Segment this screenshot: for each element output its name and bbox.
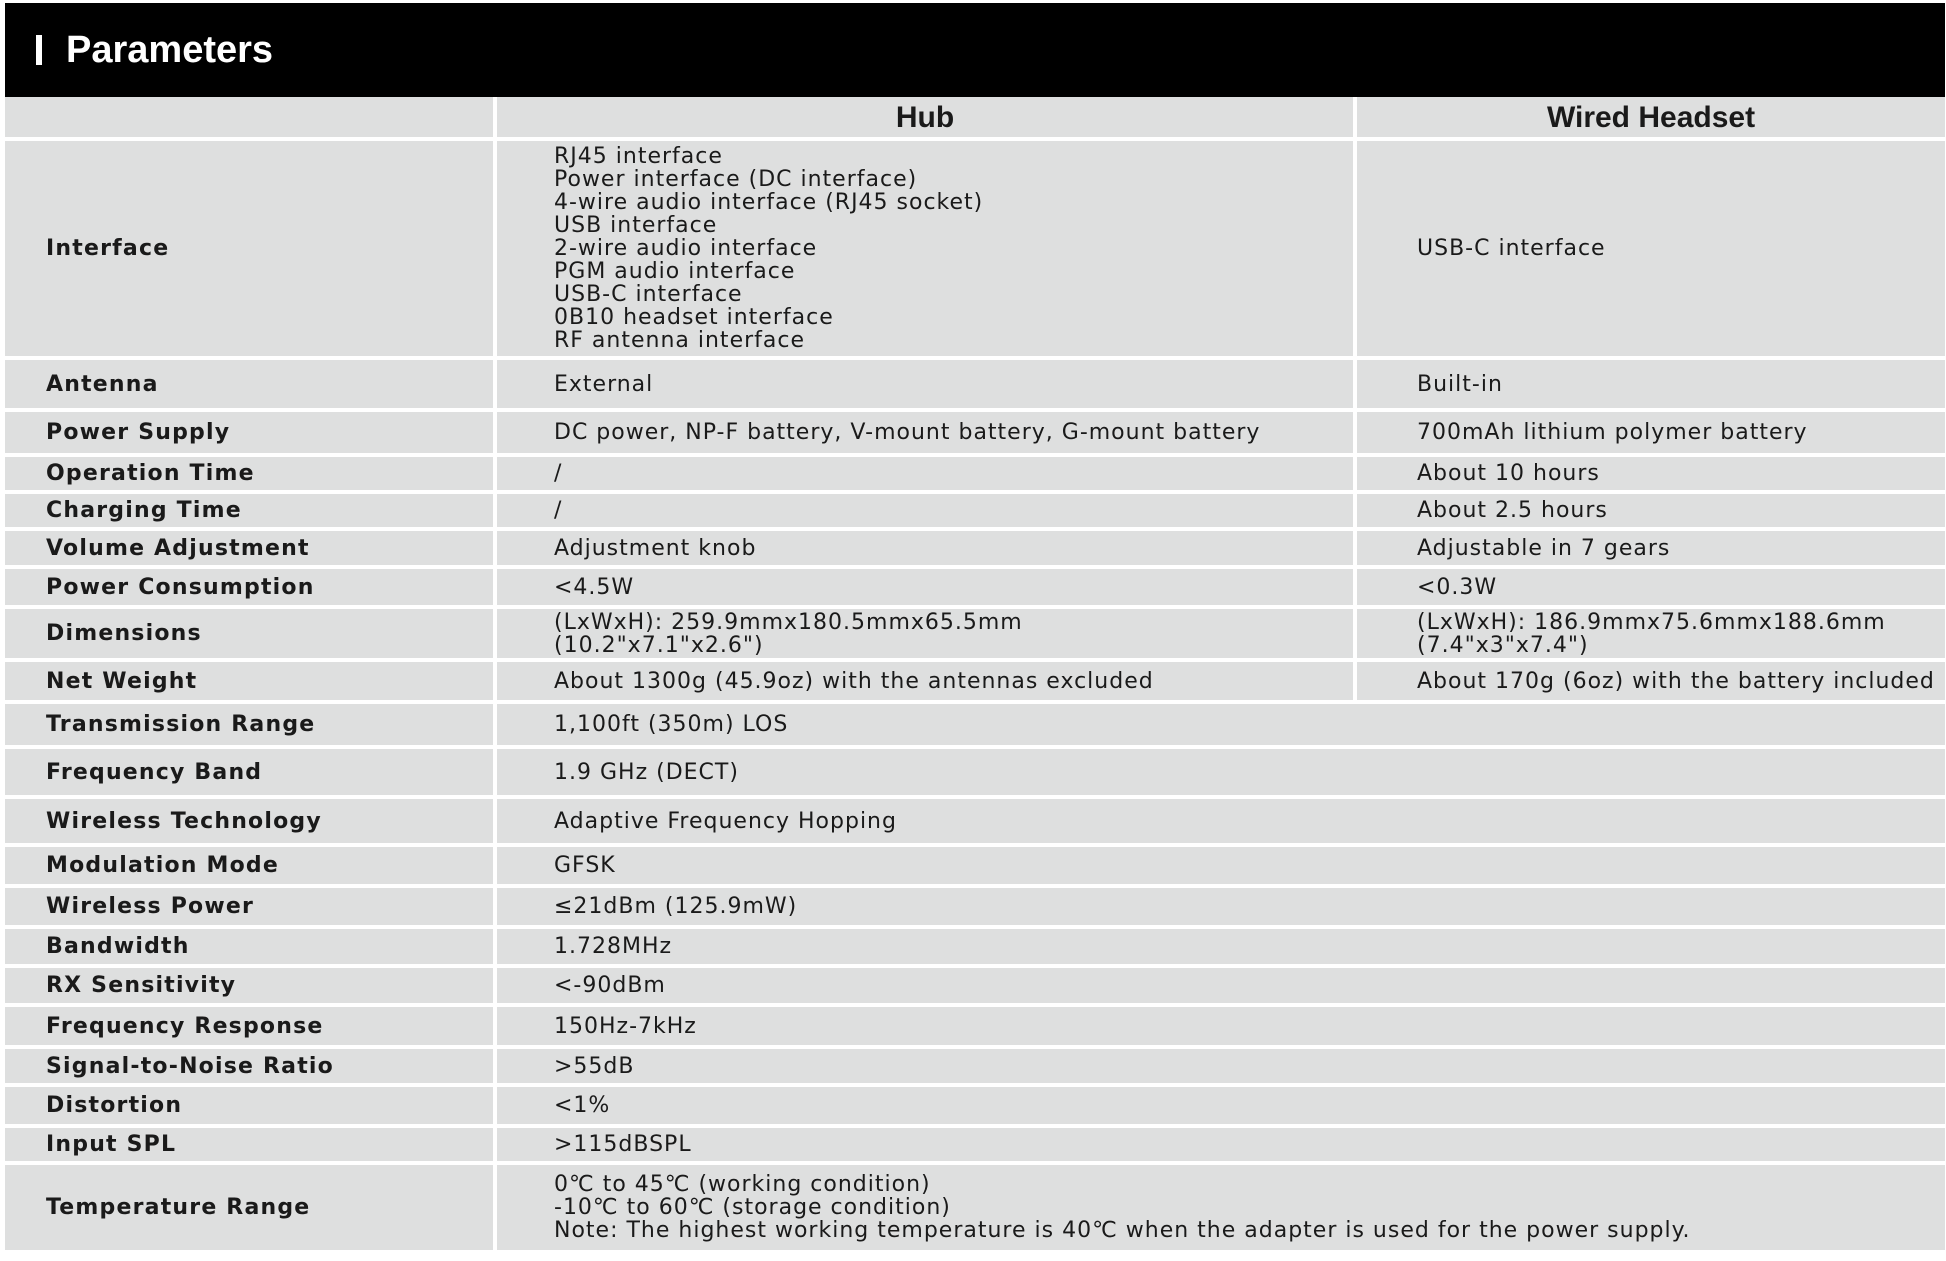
row-label-interface: Interface xyxy=(5,141,493,356)
hub-value-cell xyxy=(493,141,1353,356)
row-label-wireless-power: Wireless Power xyxy=(5,888,493,925)
hub-value-cell-line: About 1300g (45.9oz) with the antennas excluded xyxy=(554,668,1154,694)
hub-value-cell-line: USB interface xyxy=(554,213,718,238)
row-label-signal-to-noise-ratio: Signal-to-Noise Ratio xyxy=(5,1049,493,1083)
shared-value-cell xyxy=(493,799,1945,843)
table-row xyxy=(5,1128,1945,1165)
shared-value-cell-line: GFSK xyxy=(554,853,616,878)
shared-value-cell xyxy=(493,847,1945,884)
headset-value-cell xyxy=(1353,494,1945,527)
table-row xyxy=(5,1165,1945,1254)
hub-value-cell xyxy=(493,360,1353,408)
hub-value-cell-line: Power interface (DC interface) xyxy=(554,167,918,192)
shared-value-cell-line: -10℃ to 60℃ (storage condition) xyxy=(554,1195,951,1220)
shared-value-cell xyxy=(493,888,1945,925)
shared-value-cell-line: 1.728MHz xyxy=(554,934,673,959)
shared-value-cell xyxy=(493,1128,1945,1161)
row-label-frequency-band: Frequency Band xyxy=(5,749,493,795)
hub-value-cell-line: (LxWxH): 259.9mmx180.5mmx65.5mm xyxy=(554,609,1023,635)
row-label-net-weight: Net Weight xyxy=(5,662,493,700)
shared-value-cell-line: <1% xyxy=(554,1093,611,1118)
table-row xyxy=(5,704,1945,749)
headset-value-cell-line: 700mAh lithium polymer battery xyxy=(1417,420,1808,445)
page-header xyxy=(5,3,1945,97)
headset-value-cell-line: <0.3W xyxy=(1417,574,1498,600)
hub-value-cell-line: USB-C interface xyxy=(554,282,743,307)
hub-value-cell-line: Adjustment knob xyxy=(554,535,757,561)
hub-value-cell-line: PGM audio interface xyxy=(554,259,796,284)
headset-value-cell-line: Built-in xyxy=(1417,371,1503,397)
table-row xyxy=(5,1049,1945,1087)
column-header-spec xyxy=(5,97,493,137)
table-row xyxy=(5,1007,1945,1049)
header-accent-bar xyxy=(36,35,42,65)
shared-value-cell xyxy=(493,929,1945,964)
headset-value-cell xyxy=(1353,360,1945,408)
column-header-headset: Wired Headset xyxy=(1353,97,1945,137)
hub-value-cell xyxy=(493,457,1353,490)
table-row xyxy=(5,799,1945,847)
table-row xyxy=(5,360,1945,412)
headset-value-cell-line: About 2.5 hours xyxy=(1417,498,1608,523)
shared-value-cell-line: >115dBSPL xyxy=(554,1132,692,1157)
table-row xyxy=(5,662,1945,704)
shared-value-cell xyxy=(493,704,1945,745)
row-label-power-consumption: Power Consumption xyxy=(5,569,493,605)
shared-value-cell-line: 1.9 GHz (DECT) xyxy=(554,759,739,785)
shared-value-cell xyxy=(493,968,1945,1003)
shared-value-cell-line: <-90dBm xyxy=(554,973,666,998)
hub-value-cell xyxy=(493,494,1353,527)
hub-value-cell xyxy=(493,412,1353,453)
headset-value-cell xyxy=(1353,457,1945,490)
row-label-modulation-mode: Modulation Mode xyxy=(5,847,493,884)
headset-value-cell-line: About 170g (6oz) with the battery included xyxy=(1417,668,1935,694)
hub-value-cell-line: <4.5W xyxy=(554,574,635,600)
table-row xyxy=(5,569,1945,609)
hub-value-cell-line: RF antenna interface xyxy=(554,328,805,353)
shared-value-cell xyxy=(493,1049,1945,1083)
table-row xyxy=(5,531,1945,569)
column-header-hub: Hub xyxy=(493,97,1353,137)
headset-value-cell xyxy=(1353,412,1945,453)
table-row xyxy=(5,609,1945,662)
table-row xyxy=(5,929,1945,968)
headset-value-cell-line: About 10 hours xyxy=(1417,461,1600,486)
headset-value-cell xyxy=(1353,569,1945,605)
row-label-operation-time: Operation Time xyxy=(5,457,493,490)
shared-value-cell xyxy=(493,749,1945,795)
shared-value-cell-line: 0℃ to 45℃ (working condition) xyxy=(554,1172,931,1197)
row-label-volume-adjustment: Volume Adjustment xyxy=(5,531,493,565)
headset-value-cell xyxy=(1353,531,1945,565)
headset-value-cell-line: (LxWxH): 186.9mmx75.6mmx188.6mm xyxy=(1417,609,1886,635)
hub-value-cell-line: / xyxy=(554,498,563,523)
row-label-temperature-range: Temperature Range xyxy=(5,1165,493,1250)
hub-value-cell-line: 0B10 headset interface xyxy=(554,305,834,330)
shared-value-cell-line: ≤21dBm (125.9mW) xyxy=(554,894,798,919)
row-label-distortion: Distortion xyxy=(5,1087,493,1124)
table-row xyxy=(5,749,1945,799)
table-row xyxy=(5,888,1945,929)
row-label-input-spl: Input SPL xyxy=(5,1128,493,1161)
hub-value-cell-line: 2-wire audio interface xyxy=(554,236,818,261)
table-header-row xyxy=(5,97,1945,141)
hub-value-cell-line: 4-wire audio interface (RJ45 socket) xyxy=(554,190,984,215)
row-label-charging-time: Charging Time xyxy=(5,494,493,527)
row-label-wireless-technology: Wireless Technology xyxy=(5,799,493,843)
row-label-frequency-response: Frequency Response xyxy=(5,1007,493,1045)
headset-value-cell-line: USB-C interface xyxy=(1417,236,1606,261)
hub-value-cell-line: RJ45 interface xyxy=(554,144,723,169)
table-row xyxy=(5,968,1945,1007)
shared-value-cell-line: 150Hz-7kHz xyxy=(554,1013,697,1039)
shared-value-cell-line: Adaptive Frequency Hopping xyxy=(554,808,897,834)
table-row xyxy=(5,141,1945,360)
headset-value-cell xyxy=(1353,662,1945,700)
table-row xyxy=(5,457,1945,494)
shared-value-cell xyxy=(493,1165,1945,1250)
headset-value-cell-line: (7.4"x3"x7.4") xyxy=(1417,632,1589,658)
headset-value-cell xyxy=(1353,609,1945,658)
row-label-rx-sensitivity: RX Sensitivity xyxy=(5,968,493,1003)
hub-value-cell-line: (10.2"x7.1"x2.6") xyxy=(554,632,764,658)
headset-value-cell-line: Adjustable in 7 gears xyxy=(1417,535,1671,561)
shared-value-cell-line: 1,100ft (350m) LOS xyxy=(554,712,789,737)
shared-value-cell xyxy=(493,1007,1945,1045)
row-label-transmission-range: Transmission Range xyxy=(5,704,493,745)
headset-value-cell xyxy=(1353,141,1945,356)
row-label-antenna: Antenna xyxy=(5,360,493,408)
page-title: Parameters xyxy=(66,28,274,71)
hub-value-cell-line: External xyxy=(554,371,654,397)
spec-table xyxy=(5,97,1945,1254)
hub-value-cell xyxy=(493,531,1353,565)
row-label-power-supply: Power Supply xyxy=(5,412,493,453)
hub-value-cell xyxy=(493,609,1353,658)
hub-value-cell-line: DC power, NP-F battery, V-mount battery, G-mount battery xyxy=(554,420,1261,445)
row-label-bandwidth: Bandwidth xyxy=(5,929,493,964)
table-row xyxy=(5,847,1945,888)
table-row xyxy=(5,494,1945,531)
hub-value-cell-line: / xyxy=(554,461,563,486)
shared-value-cell-line: >55dB xyxy=(554,1053,635,1079)
row-label-dimensions: Dimensions xyxy=(5,609,493,658)
shared-value-cell-line: Note: The highest working temperature is 40℃ when the adapter is used for the power supply. xyxy=(554,1218,1691,1243)
shared-value-cell xyxy=(493,1087,1945,1124)
hub-value-cell xyxy=(493,569,1353,605)
hub-value-cell xyxy=(493,662,1353,700)
table-row xyxy=(5,412,1945,457)
table-row xyxy=(5,1087,1945,1128)
